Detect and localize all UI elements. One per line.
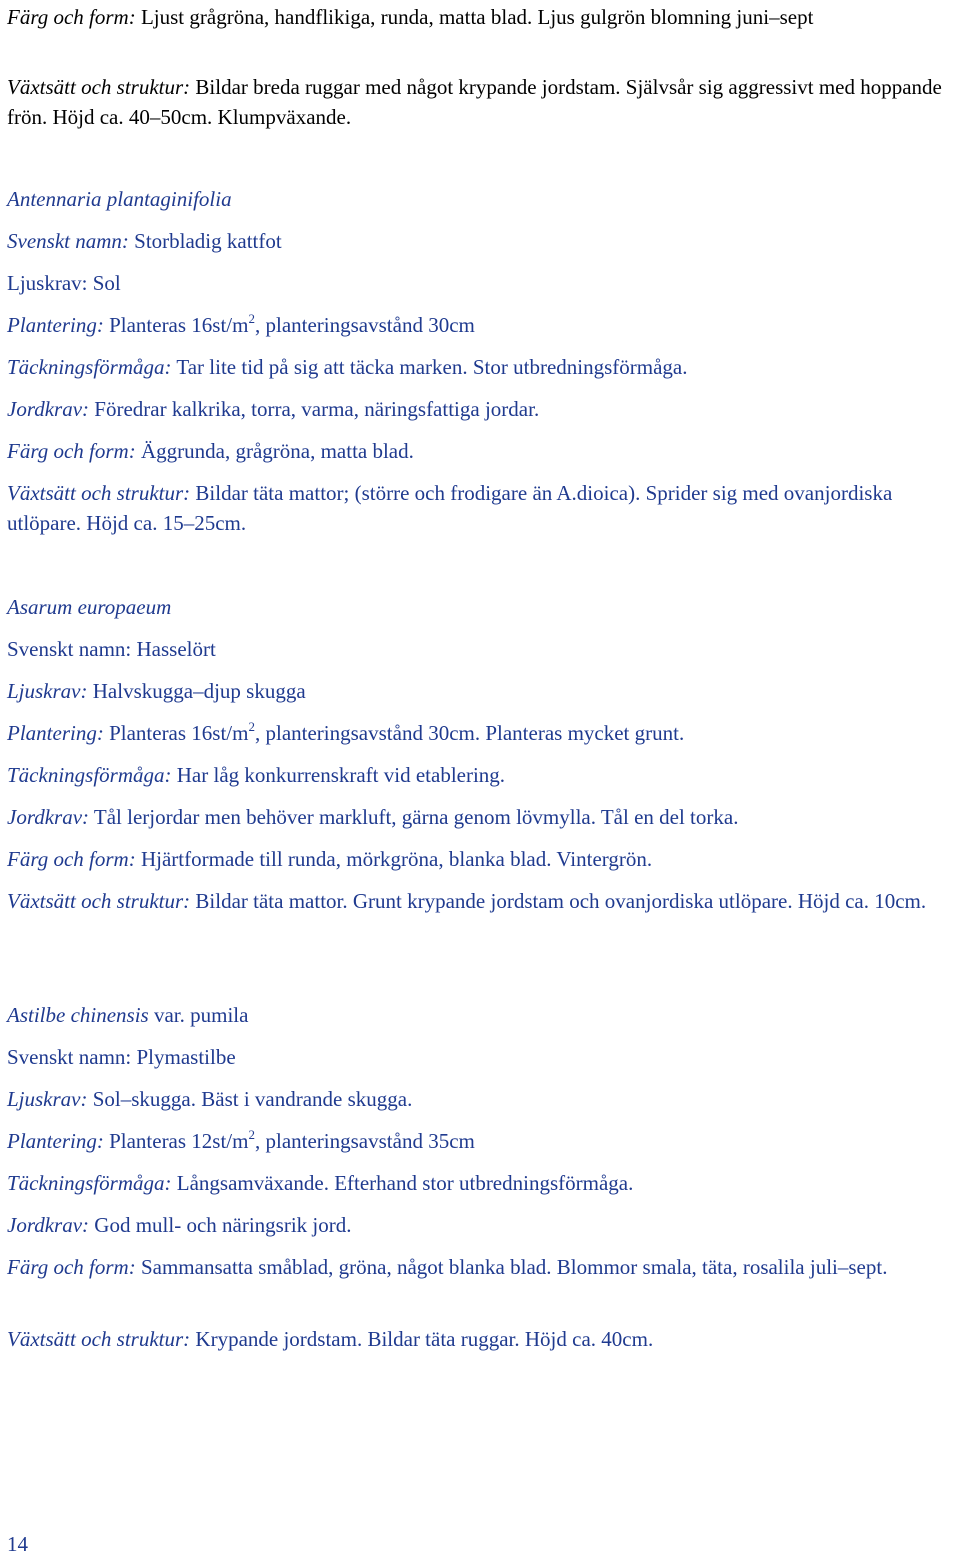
light-requirement-line: Ljuskrav: Sol–skugga. Bäst i vandrande skugga. <box>7 1087 413 1111</box>
growth-structure-line: Växtsätt och struktur: Bildar täta mattor; (större och frodigare än A.dioica). Sprider sig med ovanjordiska utlöpare. Höjd ca. 15–25cm. <box>7 481 893 535</box>
coverage-line: Täckningsförmåga: Har låg konkurrenskraft vid etablering. <box>7 763 506 787</box>
growth-structure-line: Växtsätt och struktur: Krypande jordstam. Bildar täta ruggar. Höjd ca. 40cm. <box>7 1327 654 1351</box>
growth-structure-line: Växtsätt och struktur: Bildar breda ruggar med något krypande jordstam. Självsår sig aggressivt med hoppande frön. Höjd ca. 40–50cm. Klumpväxande. <box>7 75 942 129</box>
swedish-name-line: Svenskt namn: Hasselört <box>7 637 216 661</box>
soil-requirement-line: Jordkrav: God mull- och näringsrik jord. <box>7 1213 352 1237</box>
color-form-line: Färg och form: Hjärtformade till runda, mörkgröna, blanka blad. Vintergrön. <box>7 847 653 871</box>
coverage-line: Täckningsförmåga: Långsamväxande. Efterhand stor utbredningsförmåga. <box>7 1171 634 1195</box>
color-form-line: Färg och form: Sammansatta småblad, gröna, något blanka blad. Blommor smala, täta, rosalila juli–sept. <box>7 1255 888 1279</box>
growth-structure-line: Växtsätt och struktur: Bildar täta mattor. Grunt krypande jordstam och ovanjordiska utlöpare. Höjd ca. 10cm. <box>7 889 927 913</box>
swedish-name-line: Svenskt namn: Storbladig kattfot <box>7 229 282 253</box>
color-form-line: Färg och form: Ljust grågröna, handflikiga, runda, matta blad. Ljus gulgrön blomning juni–sept <box>7 5 814 29</box>
species-title: Antennaria plantaginifolia <box>7 187 232 211</box>
page-number: 14 <box>7 1532 28 1556</box>
planting-line: Plantering: Planteras $16st/m^2$, planteringsavstånd 30cm <box>7 311 475 337</box>
soil-requirement-line: Jordkrav: Tål lerjordar men behöver markluft, gärna genom lövmylla. Tål en del torka. <box>7 805 739 829</box>
light-requirement-line: Ljuskrav: Sol <box>7 271 121 295</box>
species-title: Asarum europaeum <box>7 595 172 619</box>
light-requirement-line: Ljuskrav: Halvskugga–djup skugga <box>7 679 306 703</box>
species-title: Astilbe chinensis var. pumila <box>7 1003 249 1027</box>
field-label: Växtsätt och struktur: <box>7 75 191 99</box>
swedish-name-line: Svenskt namn: Plymastilbe <box>7 1045 236 1069</box>
planting-line: Plantering: Planteras $12st/m^2$, planteringsavstånd 35cm <box>7 1127 475 1153</box>
color-form-line: Färg och form: Äggrunda, grågröna, matta blad. <box>7 439 414 463</box>
soil-requirement-line: Jordkrav: Föredrar kalkrika, torra, varma, näringsfattiga jordar. <box>7 397 540 421</box>
field-label: Färg och form: <box>7 5 136 29</box>
planting-line: Plantering: Planteras $16st/m^2$, planteringsavstånd 30cm. Planteras mycket grunt. <box>7 719 685 745</box>
coverage-line: Täckningsförmåga: Tar lite tid på sig att täcka marken. Stor utbredningsförmåga. <box>7 355 688 379</box>
